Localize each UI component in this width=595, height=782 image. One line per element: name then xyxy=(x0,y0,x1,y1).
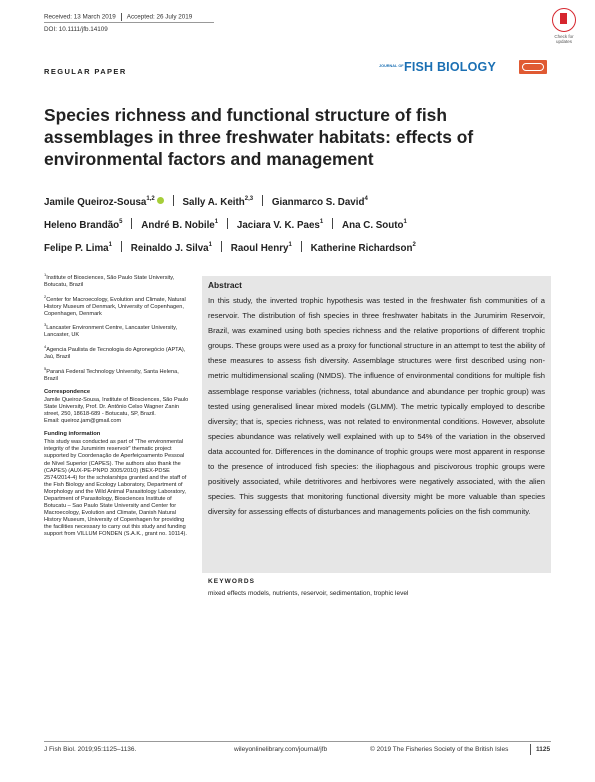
article-type: REGULAR PAPER xyxy=(44,67,127,76)
author[interactable]: Sally A. Keith$^{2,3}$ xyxy=(182,196,254,208)
header-divider xyxy=(44,22,214,23)
abstract-text: In this study, the inverted trophic hypothesis was tested in the freshwater fish communities of a reservoir. The distribution of fish species in three freshwater habitats in the Jurumirim Reservoir, Brazil, was examined using both species richness and the relative proportions of different trophic groups. These groups were used as a proxy for functional structure in an attempt to test the ability of these measures to assess fish diversity. Assemblage structures were first described using non-metric multidimensional scaling (NMDS). The influence of environmental conditions for multiple fish assemblage response variables (richness, total abundance and abundance per trophic group) was tested using generalised linear mixed models (GLMM). The metric typically employed to describe diversity; that is, species richness, was not related to environmental conditions. However, absolute species abundance was relatively well explained with up to 54% of the variation in the observed data accounted for. Differences in the dominance of trophic groups were most apparent in response to the presence of introduced fish species: the iliophagous and piscivorous trophic groups were positively associated, while detritivores and herbivores were negatively associated, with the alien species. This suggests that monitoring functional diversity might be more valuable than species diversity for assessing effects of disturbances and managements policies on the fish community. xyxy=(208,296,545,517)
page-number: 1125 xyxy=(536,746,551,753)
left-column xyxy=(44,271,192,539)
funding-heading: Funding information xyxy=(44,431,101,438)
affiliation: $^4$Agencia Paulista de Tecnologia do Agronegócio (APTA), Jaú, Brazil xyxy=(44,344,186,360)
journal-prefix: JOURNAL OF xyxy=(379,64,404,68)
correspondence-heading: Correspondence xyxy=(44,388,91,395)
footer-separator xyxy=(530,744,531,755)
footer-divider xyxy=(44,741,551,742)
author[interactable]: Jaciara V. K. Paes$^1$ xyxy=(236,219,324,231)
doi[interactable]: DOI: 10.1111/jfb.14109 xyxy=(44,26,108,33)
affiliation: $^2$Center for Macroecology, Evolution and Climate, Natural History Museum of Denmark, University of Copenhagen, Copenhagen, Denmark xyxy=(44,293,186,317)
orcid-icon[interactable] xyxy=(157,197,164,204)
correspondence-text: Jamile Queiroz-Sousa, Institute of Biosciences, São Paulo State University, Prof. Dr. Antônio Celso Wagner Zanin street, 250, 18618-689 - Botucatu, SP, Brazil. xyxy=(44,396,189,417)
journal-name: FISH BIOLOGY xyxy=(404,60,496,74)
funding-text: This study was conducted as part of "The environmental integrity of the Jurumirim reservoir" thematic project supported by Coordenação de Aperfeiçoamento Pessoal de Nível Superior (CAPES). The authors also thank the (CAPES) (AUX-PE-PNPD 3005/2010) (BEX-PDSE 2574/2014-4) for the scholarships granted and the staff of the Fish Biology and Ecology Laboratory, Department of Morphology and the Wild Animal Parasitology Laboratory, Department of Parasitology, Biosciences Institute of Botucatu – Sao Paulo State University and Center for Macroecology, Evolution and Climate, Danish Natural History Museum, University of Copenhagen for providing the facilities necessary to carry out this study and funding support from VILLUM FONDEN (S.A.K., grant no. 10114). xyxy=(44,439,187,538)
author[interactable]: Raoul Henry$^1$ xyxy=(230,242,292,254)
author[interactable]: Ana C. Souto$^1$ xyxy=(342,219,407,231)
fsbi-logo-icon xyxy=(519,60,547,74)
correspondence-email[interactable]: Email: queiroz.jam@gmail.com xyxy=(44,418,122,425)
check-for-updates-label: Check for updates xyxy=(554,34,574,44)
author[interactable]: Katherine Richardson$^2$ xyxy=(310,242,416,254)
author[interactable]: André B. Nobile$^1$ xyxy=(141,219,219,231)
journal-citation: J Fish Biol. 2019;95:1125–1136. xyxy=(44,746,137,753)
author[interactable]: Heleno Brandão$^5$ xyxy=(44,219,123,231)
affiliation: $^5$Paraná Federal Technology University, Santa Helena, Brazil xyxy=(44,365,179,382)
author[interactable]: Gianmarco S. David$^4$ xyxy=(271,196,368,208)
article-title: Species richness and functional structure of fish assemblages in three freshwater habitats: effects of environmental factors and management xyxy=(44,105,474,169)
received-date: Received: 13 March 2019 xyxy=(44,13,116,21)
author[interactable]: Jamile Queiroz-Sousa$^{1,2}$ xyxy=(44,197,164,208)
author-list xyxy=(44,191,554,260)
bookmark-icon xyxy=(552,8,576,32)
journal-url[interactable]: wileyonlinelibrary.com/journal/jfb xyxy=(234,746,328,753)
keywords-text: mixed effects models, nutrients, reservoir, sedimentation, trophic level xyxy=(208,590,409,597)
check-for-updates-badge[interactable] xyxy=(547,8,581,50)
copyright: © 2019 The Fisheries Society of the British Isles xyxy=(370,746,509,753)
abstract-heading: Abstract xyxy=(208,280,242,290)
author[interactable]: Felipe P. Lima$^1$ xyxy=(44,242,112,254)
affiliation: $^3$Lancaster Environment Centre, Lancaster University, Lancaster, UK xyxy=(44,322,178,339)
article-dates xyxy=(44,13,192,21)
author[interactable]: Reinaldo J. Silva$^1$ xyxy=(130,242,212,254)
keywords-heading: KEYWORDS xyxy=(208,578,256,585)
affiliation: $^1$Institute of Biosciences, São Paulo State University, Botucatu, Brazil xyxy=(44,272,175,288)
accepted-date: Accepted: 26 July 2019 xyxy=(126,13,193,21)
journal-logo xyxy=(379,60,549,75)
